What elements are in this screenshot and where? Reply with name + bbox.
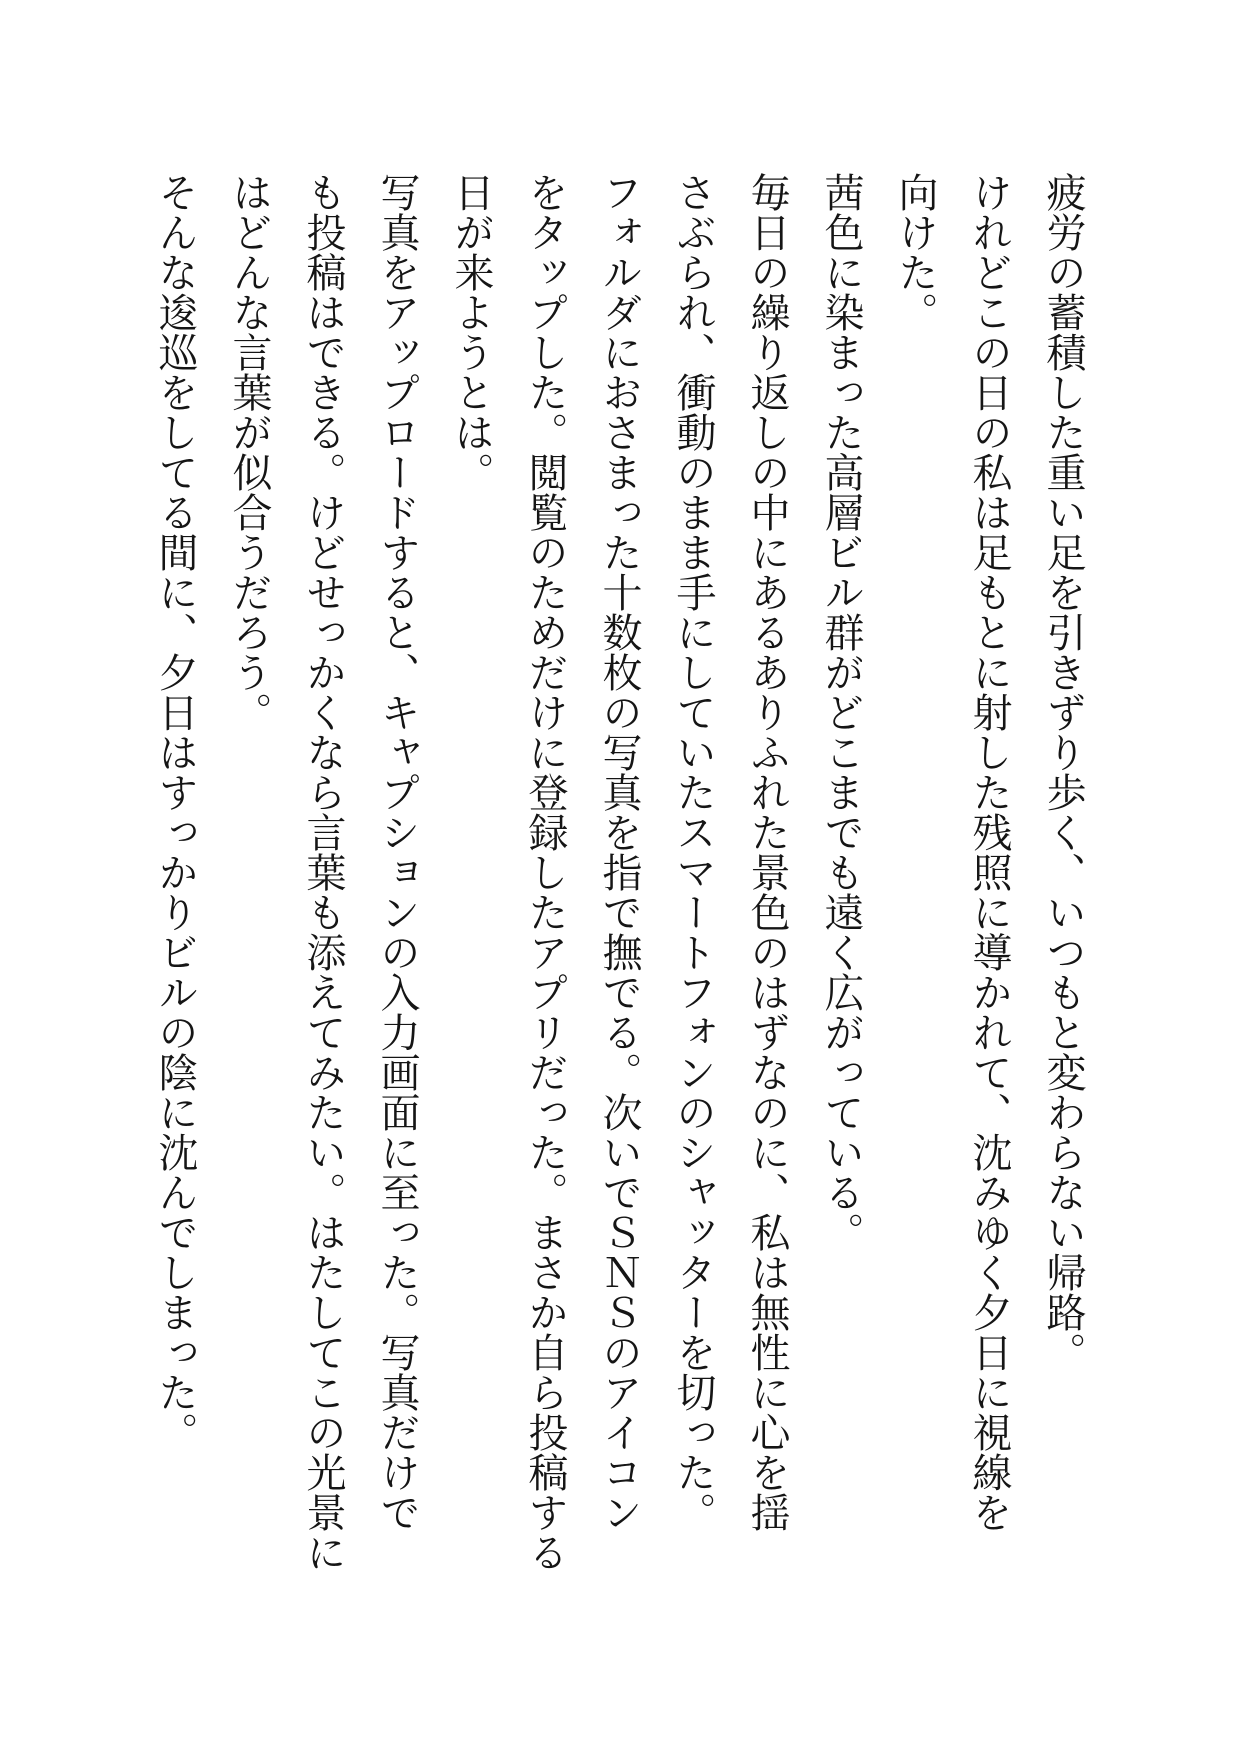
text-line: 毎日の繰り返しの中にあるありふれた景色のはずなのに、私は無性に心を揺	[744, 172, 790, 1532]
text-line: 疲労の蓄積した重い足を引きずり歩く、いつもと変わらない帰路。	[1040, 172, 1086, 1372]
vertical-text-body	[138, 172, 1100, 1572]
text-line: はどんな言葉が似合うだろう。	[226, 172, 272, 732]
text-line: けれどこの日の私は足もとに射した残照に導かれて、沈みゆく夕日に視線を	[966, 172, 1012, 1532]
text-line: そんな逡巡をしてる間に、夕日はすっかりビルの陰に沈んでしまった。	[152, 172, 198, 1452]
text-line: 日が来ようとは。	[448, 172, 494, 492]
text-line: をタップした。閲覧のためだけに登録したアプリだった。まさか自ら投稿する	[522, 172, 568, 1572]
text-line: 茜色に染まった高層ビル群がどこまでも遠く広がっている。	[818, 172, 864, 1252]
text-line: 向けた。	[892, 172, 938, 332]
text-line: も投稿はできる。けどせっかくなら言葉も添えてみたい。はたしてこの光景に	[300, 172, 346, 1572]
text-line: さぶられ、衝動のまま手にしていたスマートフォンのシャッターを切った。	[670, 172, 716, 1532]
text-line: フォルダにおさまった十数枚の写真を指で撫でる。次いでＳＮＳのアイコン	[596, 172, 642, 1532]
text-line: 写真をアップロードすると、キャプションの入力画面に至った。写真だけで	[374, 172, 420, 1532]
